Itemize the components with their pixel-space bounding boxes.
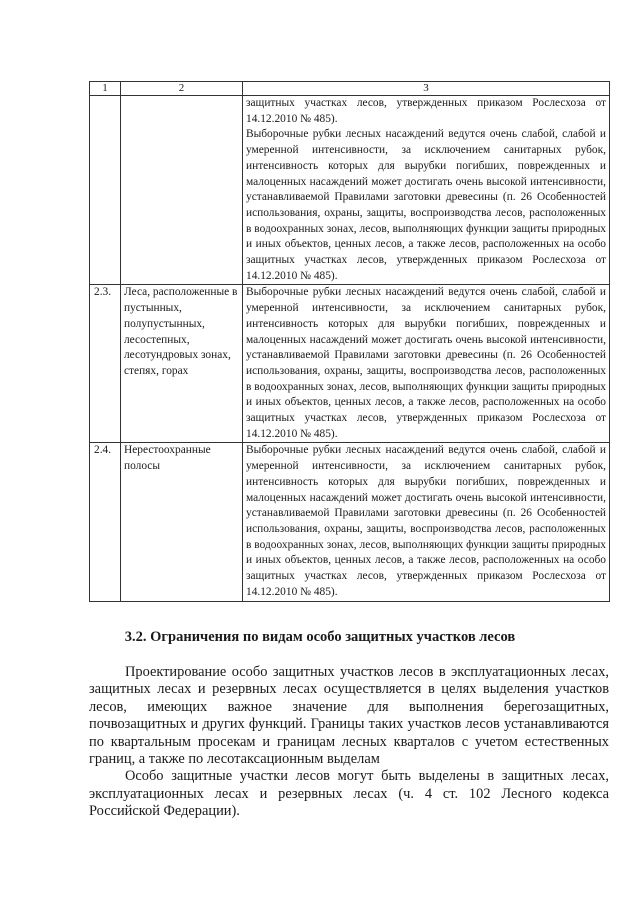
row-name-cell bbox=[121, 96, 243, 285]
section-body bbox=[89, 664, 609, 821]
row-text-line: Выборочные рубки лесных насаждений ведутся очень слабой, слабой и умеренной интенсивности, за исключением санитарных рубок, интенсивность которых для вырубки погибших, поврежденных и малоценных насаждений может достигать очень высокой интенсивности, устанавливаемой Правилами заготовки древесины (п. 26 Особенностей использования, охраны, защиты, воспроизводства лесов, расположенных в водоохранных зонах, лесов, выполняющих функции защиты природных и иных объектов, ценных лесов, а также лесов, расположенных на особо защитных участках лесов, утвержденных приказом Рослесхоза от 14.12.2010 № 485). bbox=[246, 128, 606, 282]
paragraph: Особо защитные участки лесов могут быть выделены в защитных лесах, эксплуатационных лесах и резервных лесах (ч. 4 ст. 102 Лесного кодекса Российской Федерации). bbox=[89, 768, 609, 820]
section-heading: 3.2. Ограничения по видам особо защитных участков лесов bbox=[124, 629, 516, 645]
row-num-cell bbox=[90, 96, 121, 285]
header-col-3: 3 bbox=[243, 82, 610, 96]
row-name-cell: Нерестоохранные полосы bbox=[121, 443, 243, 601]
restrictions-table bbox=[89, 81, 610, 602]
row-num-cell: 2.4. bbox=[90, 443, 121, 601]
table-row bbox=[90, 443, 610, 601]
row-text-line: защитных участках лесов, утвержденных приказом Рослесхоза от 14.12.2010 № 485). bbox=[246, 97, 606, 125]
row-text-cell bbox=[243, 96, 610, 285]
table-row bbox=[90, 96, 610, 285]
table-row bbox=[90, 285, 610, 443]
paragraph: Проектирование особо защитных участков лесов в эксплуатационных лесах, защитных лесах и резервных лесах осуществляется в целях выделения участков лесов, имеющих важное значение для выполнения берегозащитных, почвозащитных и других функций. Границы таких участков лесов устанавливаются по квартальным просекам и границам лесных кварталов с учетом естественных границ, а также по лесотаксационным выделам bbox=[89, 664, 609, 768]
row-name-cell: Леса, расположенные в пустынных, полупустынных, лесостепных, лесотундровых зонах, степях, горах bbox=[121, 285, 243, 443]
row-text-cell: Выборочные рубки лесных насаждений ведутся очень слабой, слабой и умеренной интенсивности, за исключением санитарных рубок, интенсивность которых для вырубки погибших, поврежденных и малоценных насаждений может достигать очень высокой интенсивности, устанавливаемой Правилами заготовки древесины (п. 26 Особенностей использования, охраны, защиты, воспроизводства лесов, расположенных в водоохранных зонах, лесов, выполняющих функции защиты природных и иных объектов, ценных лесов, а также лесов, расположенных на особо защитных участках лесов, утвержденных приказом Рослесхоза от 14.12.2010 № 485). bbox=[243, 285, 610, 443]
table-header-row bbox=[90, 82, 610, 96]
header-col-2: 2 bbox=[121, 82, 243, 96]
row-text-cell: Выборочные рубки лесных насаждений ведутся очень слабой, слабой и умеренной интенсивности, за исключением санитарных рубок, интенсивность которых для вырубки погибших, поврежденных и малоценных насаждений может достигать очень высокой интенсивности, устанавливаемой Правилами заготовки древесины (п. 26 Особенностей использования, охраны, защиты, воспроизводства лесов, расположенных в водоохранных зонах, лесов, выполняющих функции защиты природных и иных объектов, ценных лесов, а также лесов, расположенных на особо защитных участках лесов, утвержденных приказом Рослесхоза от 14.12.2010 № 485). bbox=[243, 443, 610, 601]
row-num-cell: 2.3. bbox=[90, 285, 121, 443]
header-col-1: 1 bbox=[90, 82, 121, 96]
